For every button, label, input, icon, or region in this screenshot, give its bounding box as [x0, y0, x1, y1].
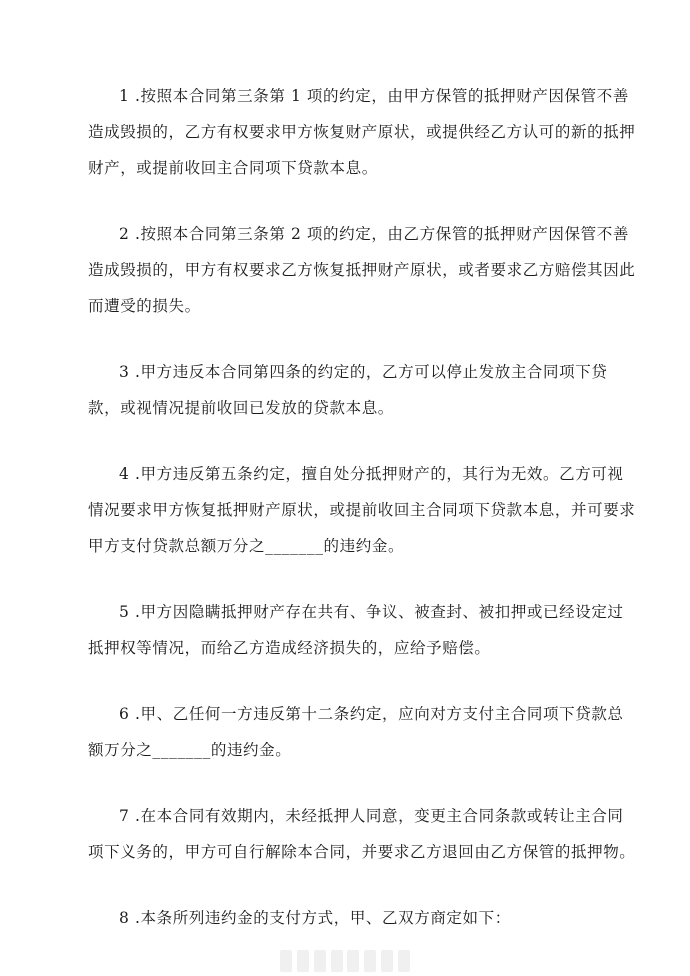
watermark-block — [364, 950, 376, 972]
clause-1: 1 .按照本合同第三条第 1 项的约定，由甲方保管的抵押财产因保管不善造成毁损的，乙方有权要求甲方恢复财产原状，或提供经乙方认可的新的抵押财产，或提前收回主合同项下贷款本息。 — [88, 87, 636, 177]
clause-7: 7 .在本合同有效期内，未经抵押人同意，变更主合同条款或转让主合同项下义务的，甲方可自行解除本合同，并要求乙方退回由乙方保管的抵押物。 — [88, 807, 636, 861]
clause-2: 2 .按照本合同第三条第 2 项的约定，由乙方保管的抵押财产因保管不善造成毁损的，甲方有权要求乙方恢复抵押财产原状，或者要求乙方赔偿其因此而遭受的损失。 — [88, 225, 636, 315]
watermark-block — [314, 950, 326, 972]
clause-3: 3 .甲方违反本合同第四条的约定的，乙方可以停止发放主合同项下贷款，或视情况提前收回已发放的贷款本息。 — [88, 363, 608, 417]
clause-6: 6 .甲、乙任何一方违反第十二条约定，应向对方支付主合同项下贷款总额万分之_______的违约金。 — [88, 705, 624, 759]
watermark-block — [280, 950, 292, 972]
clause-4: 4 .甲方违反第五条约定，擅自处分抵押财产的，其行为无效。乙方可视情况要求甲方恢复抵押财产原状，或提前收回主合同项下贷款本息，并可要求甲方支付贷款总额万分之_______的违约金。 — [88, 465, 636, 555]
clause-8: 8 .本条所列违约金的支付方式，甲、乙双方商定如下： — [119, 909, 511, 927]
clause-5: 5 .甲方因隐瞒抵押财产存在共有、争议、被查封、被扣押或已经设定过抵押权等情况，而给乙方造成经济损失的，应给予赔偿。 — [88, 603, 624, 657]
watermark-block — [331, 950, 343, 972]
watermark-block — [347, 950, 359, 972]
watermark-block — [381, 950, 393, 972]
watermark-block — [398, 950, 410, 972]
faded-watermark-strip — [280, 950, 410, 972]
watermark-block — [297, 950, 309, 972]
clause-list — [88, 78, 636, 966]
